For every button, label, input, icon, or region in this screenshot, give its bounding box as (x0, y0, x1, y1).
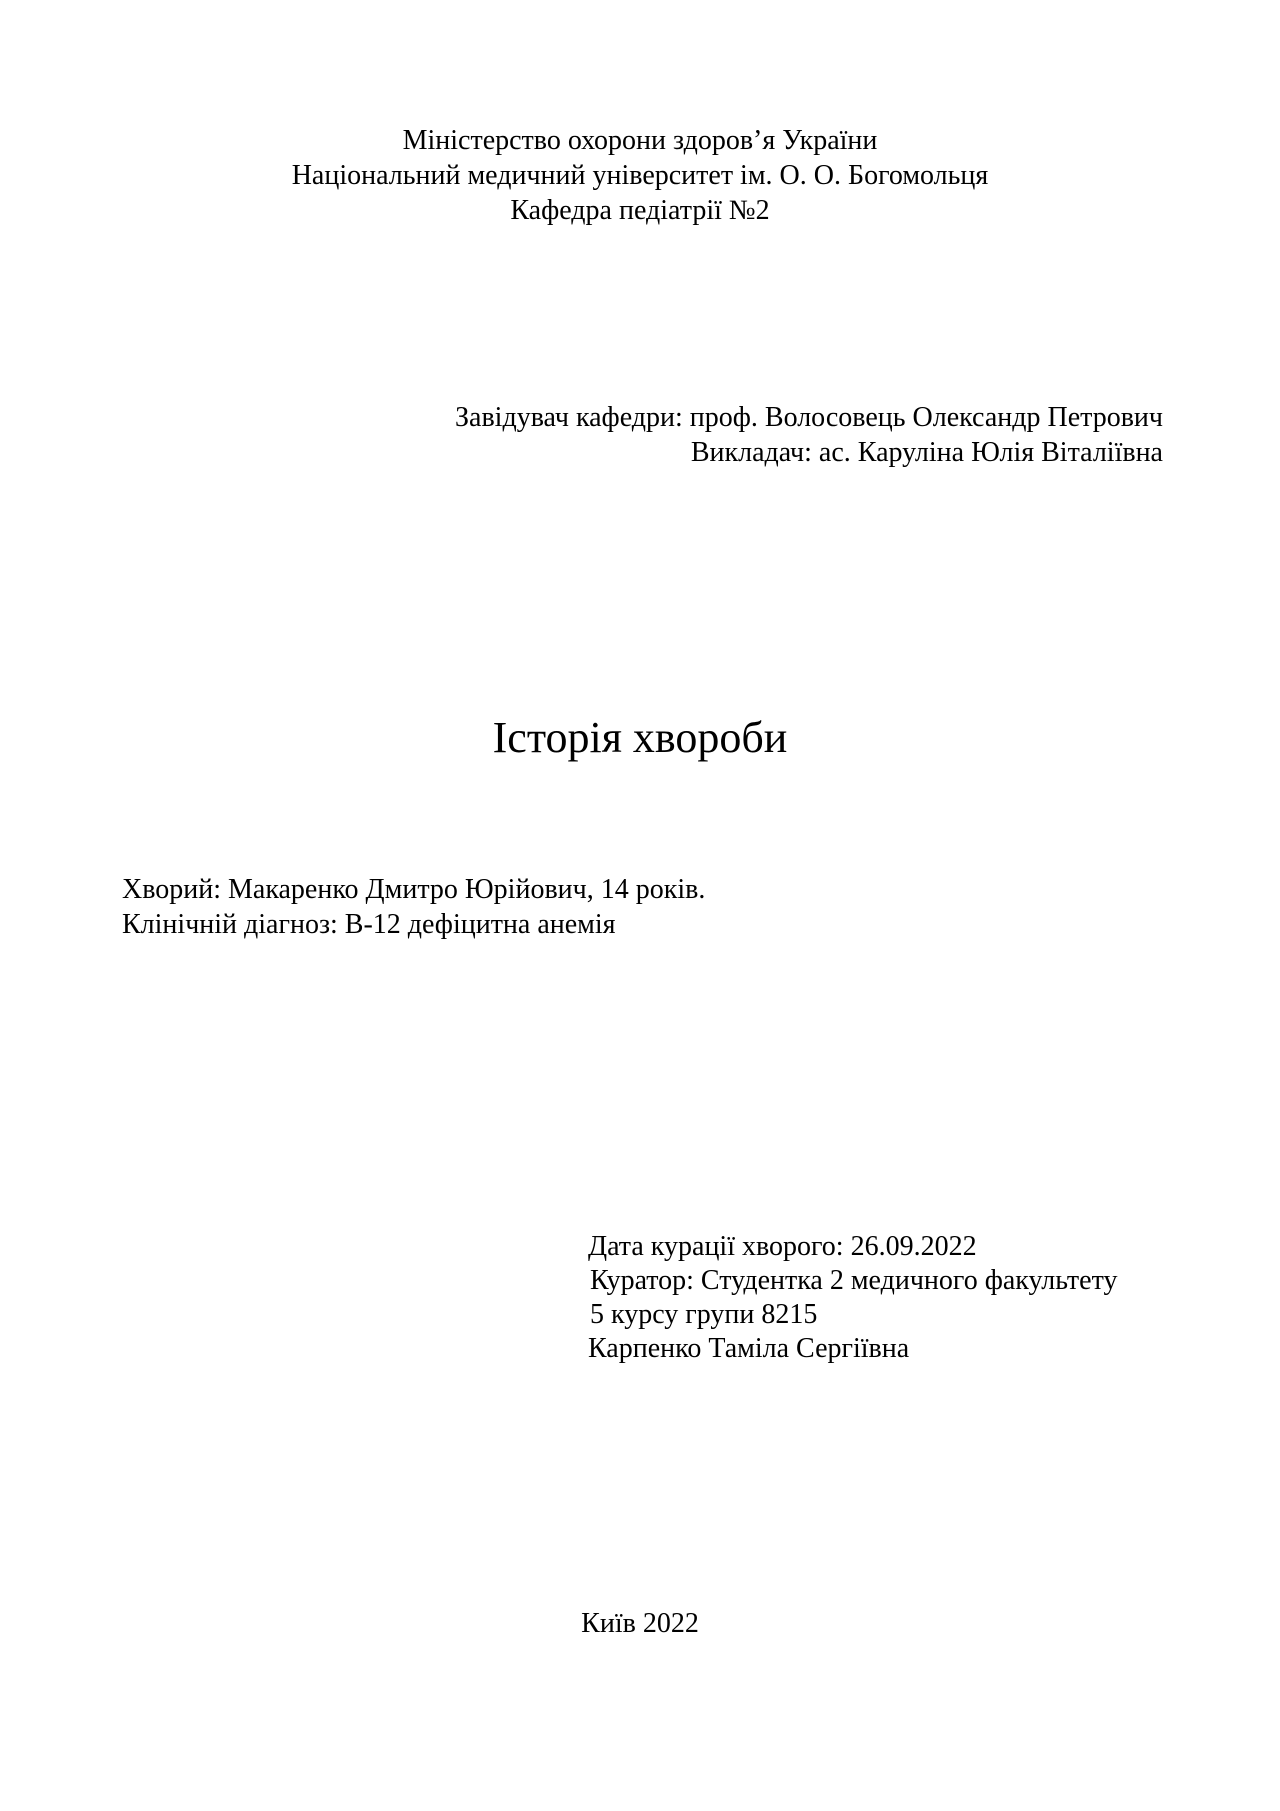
student-name: Карпенко Таміла Сергіївна (588, 1333, 910, 1364)
department-head: Завідувач кафедри: проф. Волосовець Олександр Петрович (455, 402, 1163, 433)
department-name: Кафедра педіатрії №2 (510, 195, 770, 226)
curation-date: Дата курації хворого: 26.09.2022 (588, 1231, 977, 1262)
document-title: Історія хвороби (492, 713, 788, 762)
city-year: Київ 2022 (581, 1608, 699, 1639)
curator-info: Куратор: Студентка 2 медичного факультету (590, 1265, 1118, 1296)
ministry-name: Міністерство охорони здоров’я України (402, 125, 878, 156)
course-group: 5 курсу групи 8215 (590, 1299, 818, 1330)
university-name: Національний медичний університет ім. О. О. Богомольця (291, 160, 989, 191)
patient-name: Хворий: Макаренко Дмитро Юрійович, 14 років. (122, 874, 706, 905)
teacher-name: Викладач: ас. Каруліна Юлія Віталіївна (690, 437, 1163, 468)
clinical-diagnosis: Клінічній діагноз: B-12 дефіцитна анемія (122, 909, 616, 940)
